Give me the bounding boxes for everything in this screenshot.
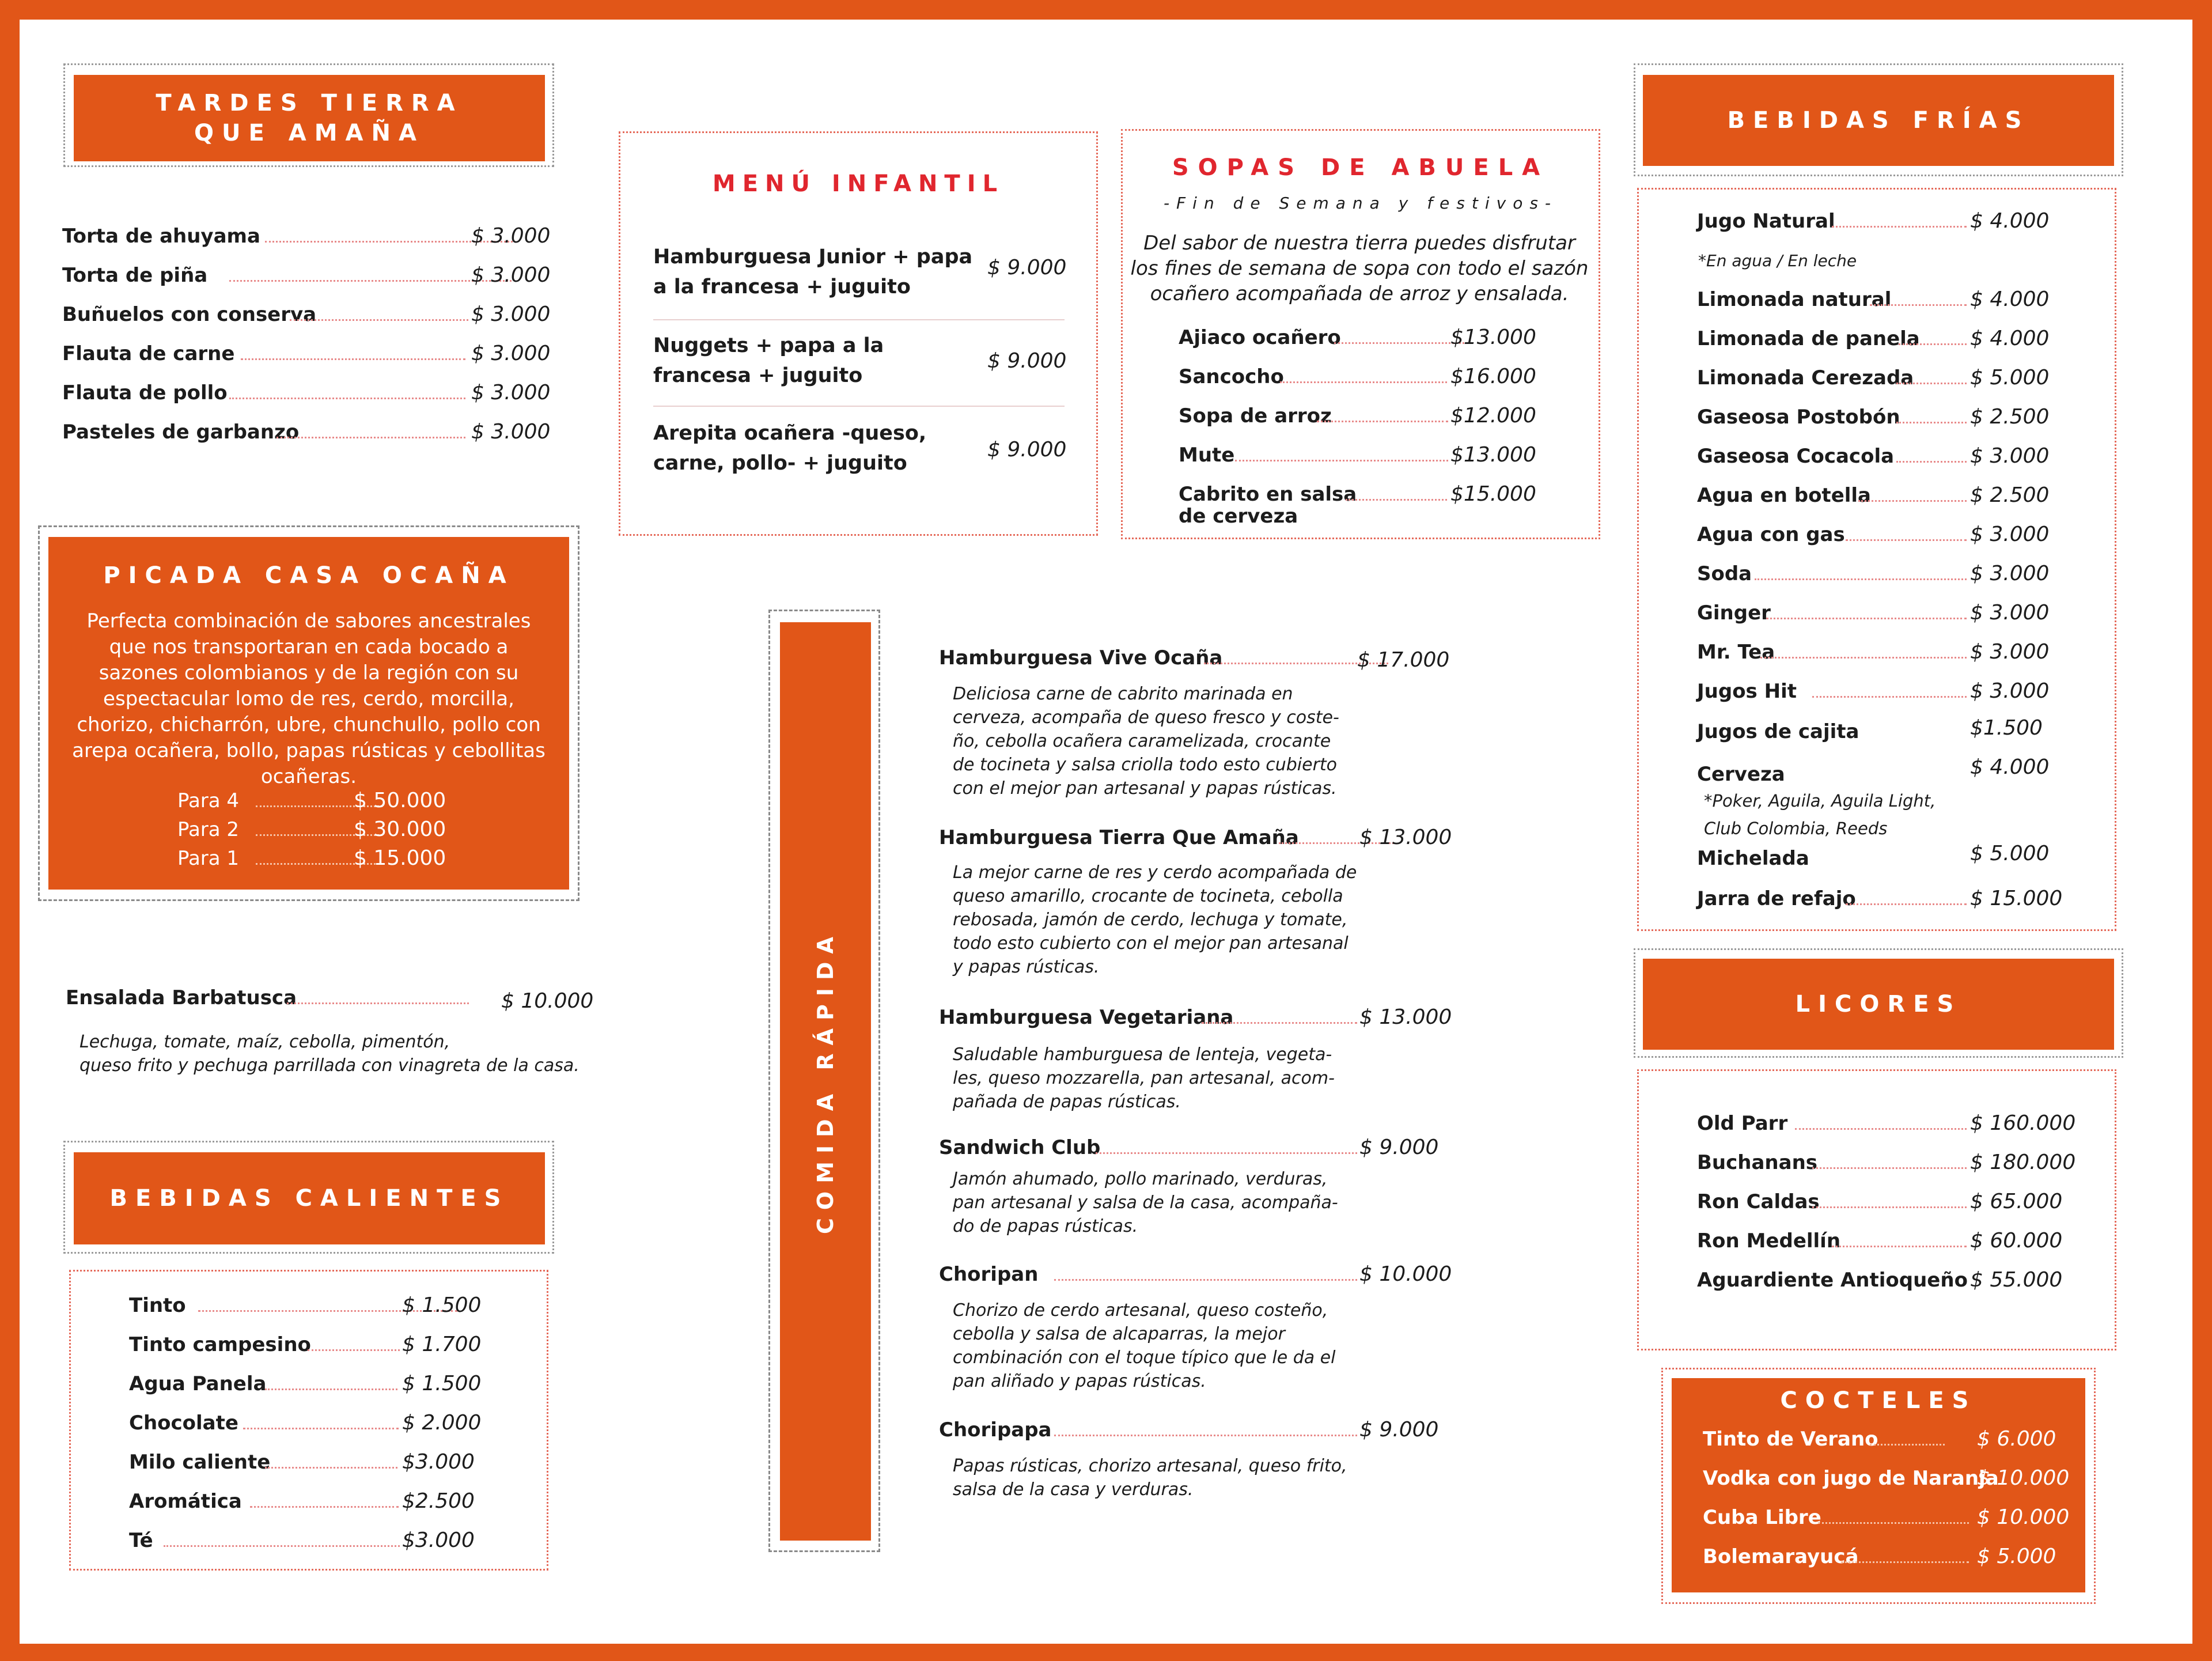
item-price: $ 55.000 bbox=[1970, 1268, 2063, 1292]
menu-item-header bbox=[939, 1135, 1457, 1170]
item-price: $ 10.000 bbox=[1359, 1262, 1452, 1286]
item-price: $ 65.000 bbox=[1970, 1190, 2063, 1213]
item-price: $ 2.000 bbox=[402, 1411, 482, 1435]
item-price: $ 3.000 bbox=[471, 302, 551, 326]
item-name: Limonada natural bbox=[1697, 288, 1892, 311]
leader-dots bbox=[229, 280, 512, 282]
item-name-line2: a la francesa + juguito bbox=[653, 275, 911, 298]
item-price: $15.000 bbox=[1450, 482, 1536, 506]
item-description bbox=[953, 1043, 1335, 1114]
item-price: $ 2.500 bbox=[1970, 405, 2050, 429]
leader-dots bbox=[287, 1002, 469, 1004]
infantil-item bbox=[653, 418, 1080, 493]
item-price: $ 5.000 bbox=[1970, 842, 2050, 865]
menu-item bbox=[129, 1293, 532, 1327]
item-name: Limonada Cerezada bbox=[1697, 366, 1914, 389]
item-price: $ 5.000 bbox=[1970, 366, 2050, 389]
leader-dots bbox=[1896, 422, 1967, 423]
item-price: $ 160.000 bbox=[1970, 1111, 2076, 1135]
item-name: Pasteles de garbanzo bbox=[62, 421, 300, 444]
infantil-item bbox=[653, 331, 1080, 406]
menu-item bbox=[62, 224, 563, 258]
leader-dots bbox=[1812, 1206, 1967, 1208]
picada-title: PICADA CASA OCAÑA bbox=[103, 562, 514, 589]
leader-dots bbox=[1896, 461, 1967, 463]
leader-dots bbox=[1096, 1152, 1357, 1154]
item-name: Ginger bbox=[1697, 601, 1771, 625]
item-name: Choripan bbox=[939, 1263, 1039, 1286]
item-name: Sopa de arroz bbox=[1179, 404, 1332, 427]
menu-item bbox=[1697, 209, 2100, 243]
item-description bbox=[953, 1167, 1338, 1238]
item-note: Club Colombia, Reeds bbox=[1704, 819, 1888, 838]
item-name: Gaseosa Cocacola bbox=[1697, 445, 1895, 468]
item-price: $1.500 bbox=[1970, 716, 2043, 740]
desc-line: Chorizo de cerdo artesanal, queso costeño, bbox=[953, 1300, 1328, 1321]
leader-dots bbox=[1818, 1522, 1969, 1524]
leader-dots bbox=[1846, 539, 1967, 541]
desc-line: La mejor carne de res y cerdo acompañada de bbox=[953, 862, 1357, 883]
item-price: $ 3.000 bbox=[1970, 601, 2050, 625]
menu-item bbox=[1697, 640, 2100, 674]
menu-item bbox=[62, 263, 563, 297]
desc-line: cebolla y salsa de alcaparras, la mejor bbox=[953, 1324, 1285, 1344]
leader-dots bbox=[1334, 342, 1464, 344]
option-name: Para 1 bbox=[177, 847, 240, 870]
menu-item bbox=[1697, 287, 2100, 321]
leader-dots bbox=[1766, 618, 1967, 619]
menu-item bbox=[1697, 326, 2100, 361]
cocteles-title: COCTELES bbox=[1780, 1387, 1977, 1414]
item-name: Bolemarayucá bbox=[1703, 1545, 1859, 1568]
leader-dots bbox=[229, 398, 465, 399]
item-name: Flauta de pollo bbox=[62, 381, 228, 404]
menu-item bbox=[129, 1410, 532, 1445]
item-price: $3.000 bbox=[402, 1528, 475, 1552]
menu-item bbox=[1703, 1505, 2083, 1539]
item-name: Hamburguesa Vive Ocaña bbox=[939, 646, 1223, 669]
sopas-description bbox=[1129, 230, 1590, 307]
item-price: $ 9.000 bbox=[987, 438, 1067, 461]
desc-line: Deliciosa carne de cabrito marinada en bbox=[953, 684, 1293, 704]
item-name: Torta de piña bbox=[62, 264, 208, 287]
menu-item bbox=[1703, 1466, 2083, 1500]
item-price: $ 3.000 bbox=[471, 224, 551, 248]
leader-dots bbox=[1896, 383, 1967, 384]
menu-item-header bbox=[939, 1005, 1457, 1039]
desc-line: Jamón ahumado, pollo marinado, verduras, bbox=[953, 1169, 1328, 1189]
menu-item bbox=[1697, 716, 2100, 754]
desc-line: salsa de la casa y verduras. bbox=[953, 1480, 1194, 1500]
menu-item bbox=[1697, 483, 2100, 517]
sopas-subtitle: -Fin de Semana y festivos- bbox=[1163, 194, 1558, 213]
ensalada-description-line2: queso frito y pechuga parrillada con vinagreta de la casa. bbox=[79, 1055, 579, 1076]
item-price: $ 10.000 bbox=[501, 989, 594, 1013]
item-price: $13.000 bbox=[1450, 443, 1536, 467]
leader-dots bbox=[1795, 1128, 1967, 1130]
desc-line: pañada de papas rústicas. bbox=[953, 1092, 1181, 1112]
desc-line: Papas rústicas, chorizo artesanal, queso frito, bbox=[953, 1456, 1347, 1476]
ensalada-item bbox=[66, 985, 596, 1083]
menu-item-header bbox=[939, 645, 1457, 680]
menu-item bbox=[1697, 444, 2100, 478]
leader-dots bbox=[1870, 1444, 1945, 1446]
leader-dots bbox=[265, 1388, 397, 1390]
item-name: Hamburguesa Vegetariana bbox=[939, 1006, 1234, 1029]
item-price: $3.000 bbox=[402, 1450, 475, 1474]
item-name: Buchanans bbox=[1697, 1151, 1818, 1174]
leader-dots bbox=[1280, 381, 1447, 383]
leader-dots bbox=[1870, 304, 1967, 306]
item-price: $ 13.000 bbox=[1359, 1005, 1452, 1029]
item-note: *Poker, Aguila, Aguila Light, bbox=[1704, 791, 1936, 811]
item-name: Old Parr bbox=[1697, 1112, 1788, 1135]
leader-dots bbox=[1841, 1561, 1969, 1563]
item-price: $ 4.000 bbox=[1970, 755, 2050, 779]
item-price: $ 13.000 bbox=[1359, 826, 1452, 849]
item-price: $2.500 bbox=[402, 1489, 475, 1513]
item-price: $ 1.700 bbox=[402, 1333, 482, 1356]
item-price: $ 3.000 bbox=[471, 420, 551, 444]
tardes-title-line2: QUE AMAÑA bbox=[194, 120, 425, 146]
menu-item bbox=[1179, 364, 1582, 399]
licores-list bbox=[1697, 1111, 2100, 1318]
menu-item-header bbox=[939, 1262, 1457, 1296]
infantil-list bbox=[653, 242, 1080, 513]
leader-dots bbox=[1202, 1022, 1357, 1024]
leader-dots bbox=[241, 358, 465, 360]
item-name: Choripapa bbox=[939, 1418, 1052, 1441]
menu-item-header bbox=[939, 825, 1457, 860]
cocteles-panel bbox=[1672, 1378, 2085, 1592]
leader-dots bbox=[1235, 460, 1448, 461]
item-price: $ 4.000 bbox=[1970, 287, 2050, 311]
item-name: Tinto bbox=[129, 1294, 186, 1317]
item-name: Agua Panela bbox=[129, 1372, 267, 1395]
item-price: $ 60.000 bbox=[1970, 1229, 2063, 1253]
menu-item bbox=[1179, 325, 1582, 360]
item-price: $ 17.000 bbox=[1357, 648, 1450, 672]
item-name-line2: carne, pollo- + juguito bbox=[653, 452, 907, 475]
item-name: Soda bbox=[1697, 562, 1752, 585]
item-price: $ 3.000 bbox=[1970, 640, 2050, 664]
item-name: Ensalada Barbatusca bbox=[66, 986, 297, 1009]
item-price: $ 4.000 bbox=[1970, 327, 2050, 350]
tardes-list bbox=[62, 224, 563, 454]
item-price: $ 9.000 bbox=[1359, 1136, 1439, 1159]
sopas-description-line: los fines de semana de sopa con todo el sazón bbox=[1130, 257, 1589, 280]
item-name: Hamburguesa Tierra Que Amaña bbox=[939, 826, 1299, 849]
menu-item bbox=[129, 1371, 532, 1406]
comida-list bbox=[939, 645, 1457, 1533]
menu-item bbox=[62, 419, 563, 454]
menu-item bbox=[1697, 404, 2100, 439]
comida-title: COMIDA RÁPIDA bbox=[813, 929, 838, 1234]
item-price: $ 6.000 bbox=[1977, 1427, 2056, 1451]
menu-item bbox=[1697, 842, 2100, 880]
cocteles-list bbox=[1703, 1427, 2083, 1588]
leader-dots bbox=[1812, 1167, 1967, 1169]
picada-description: Perfecta combinación de sabores ancestrales que nos transportaran en cada bocado a sazones colombianos y de la región con su espectacular lomo de res, cerdo, morcilla, chorizo, chicharrón, ubre, chunchullo, pollo con arepa ocañera, bollo, papas rústicas y cebollitas ocañeras. bbox=[72, 610, 546, 788]
menu-item bbox=[1697, 561, 2100, 596]
sopas-title: SOPAS DE ABUELA bbox=[1172, 154, 1550, 181]
desc-line: do de papas rústicas. bbox=[953, 1216, 1138, 1236]
leader-dots bbox=[1317, 421, 1448, 422]
licores-title-banner: LICORES bbox=[1643, 959, 2114, 1050]
item-description bbox=[953, 1299, 1335, 1393]
leader-dots bbox=[276, 437, 465, 438]
item-name: Vodka con jugo de Naranja bbox=[1703, 1467, 1999, 1490]
option-name: Para 4 bbox=[177, 789, 240, 812]
sopas-description-line: Del sabor de nuestra tierra puedes disfrutar bbox=[1143, 232, 1575, 255]
item-price: $16.000 bbox=[1450, 365, 1536, 388]
menu-item bbox=[66, 985, 596, 1020]
leader-dots bbox=[1899, 343, 1967, 345]
menu-item bbox=[1703, 1427, 2083, 1461]
menu-item bbox=[1179, 442, 1582, 477]
desc-line: les, queso mozzarella, pan artesanal, acom- bbox=[953, 1068, 1335, 1088]
option-price: $ 15.000 bbox=[354, 846, 446, 870]
leader-dots bbox=[1846, 903, 1967, 905]
menu-item bbox=[1179, 482, 1582, 534]
leader-dots bbox=[243, 1428, 399, 1429]
desc-line: pan aliñado y papas rústicas. bbox=[953, 1371, 1206, 1391]
menu-item bbox=[1697, 600, 2100, 635]
menu-item bbox=[1697, 522, 2100, 557]
item-description bbox=[953, 861, 1357, 979]
item-name: Mr. Tea bbox=[1697, 641, 1775, 664]
item-name: Ron Caldas bbox=[1697, 1190, 1820, 1213]
picada-panel bbox=[48, 537, 569, 890]
item-price: $ 3.000 bbox=[1970, 562, 2050, 585]
item-name: Cabrito en salsa bbox=[1179, 483, 1357, 506]
leader-dots bbox=[308, 1349, 400, 1351]
menu-item bbox=[62, 341, 563, 376]
item-name: Michelada bbox=[1697, 847, 1809, 870]
desc-line: y papas rústicas. bbox=[953, 957, 1100, 977]
infantil-item bbox=[653, 242, 1080, 317]
item-price: $13.000 bbox=[1450, 326, 1536, 349]
desc-line: de tocineta y salsa criolla todo esto cubierto bbox=[953, 755, 1338, 775]
item-name: Torta de ahuyama bbox=[62, 225, 260, 248]
item-note: *En agua / En leche bbox=[1698, 251, 1857, 270]
item-name: Flauta de carne bbox=[62, 342, 235, 365]
item-price: $ 15.000 bbox=[1970, 887, 2063, 910]
item-name-line1: Hamburguesa Junior + papa bbox=[653, 245, 973, 268]
item-price: $12.000 bbox=[1450, 404, 1536, 427]
comida-vertical-banner bbox=[780, 622, 871, 1541]
desc-line: cerveza, acompaña de queso fresco y coste- bbox=[953, 707, 1339, 728]
item-name: Tinto campesino bbox=[129, 1333, 311, 1356]
desc-line: todo esto cubierto con el mejor pan artesanal bbox=[953, 933, 1349, 954]
item-price: $ 180.000 bbox=[1970, 1151, 2076, 1174]
desc-line: ño, cebolla ocañera caramelizada, crocante bbox=[953, 731, 1331, 751]
menu-item bbox=[62, 302, 563, 336]
leader-dots bbox=[1858, 500, 1967, 502]
item-name-line1: Arepita ocañera -queso, bbox=[653, 422, 927, 445]
menu-item bbox=[129, 1489, 532, 1523]
item-name: Milo caliente bbox=[129, 1451, 271, 1474]
menu-item bbox=[1697, 1189, 2100, 1224]
option-price: $ 30.000 bbox=[354, 818, 446, 841]
item-name: Cerveza bbox=[1697, 763, 1785, 786]
sopas-description-line: ocañero acompañada de arroz y ensalada. bbox=[1150, 282, 1569, 305]
item-name: Tinto de Verano bbox=[1703, 1428, 1878, 1451]
sopas-list bbox=[1179, 325, 1582, 532]
tardes-title-line1: TARDES TIERRA bbox=[156, 90, 463, 116]
menu-item bbox=[1697, 1267, 2100, 1302]
desc-line: con el mejor pan artesanal y papas rústicas. bbox=[953, 778, 1337, 799]
item-price: $ 2.500 bbox=[1970, 483, 2050, 507]
desc-line: Saludable hamburguesa de lenteja, vegeta- bbox=[953, 1045, 1332, 1065]
menu-item bbox=[1697, 1111, 2100, 1145]
menu-item bbox=[129, 1332, 532, 1367]
leader-dots bbox=[1054, 1279, 1357, 1281]
leader-dots bbox=[1760, 657, 1967, 659]
tardes-title-banner bbox=[74, 75, 545, 161]
item-price: $ 9.000 bbox=[987, 256, 1067, 279]
leader-dots bbox=[250, 1506, 399, 1508]
desc-line: combinación con el toque típico que le da el bbox=[953, 1348, 1336, 1368]
menu-item bbox=[62, 380, 563, 415]
item-price: $ 3.000 bbox=[471, 381, 551, 404]
item-name: Ajiaco ocañero bbox=[1179, 326, 1341, 349]
leader-dots bbox=[1054, 1435, 1357, 1436]
leader-dots bbox=[1755, 578, 1967, 580]
item-name-line1: Nuggets + papa a la bbox=[653, 334, 884, 357]
option-price: $ 50.000 bbox=[354, 789, 446, 812]
item-price: $ 10.000 bbox=[1977, 1466, 2070, 1490]
frias-title-banner: BEBIDAS FRÍAS bbox=[1643, 75, 2114, 166]
item-price: $ 3.000 bbox=[1970, 679, 2050, 703]
item-description bbox=[953, 682, 1339, 800]
item-name: Té bbox=[129, 1529, 153, 1552]
item-price: $ 9.000 bbox=[1359, 1418, 1439, 1441]
leader-dots bbox=[164, 1545, 400, 1547]
menu-item bbox=[1703, 1544, 2083, 1579]
leader-dots bbox=[1832, 226, 1967, 228]
calientes-title-banner: BEBIDAS CALIENTES bbox=[74, 1152, 545, 1244]
menu-item bbox=[1697, 1150, 2100, 1185]
item-price: $ 1.500 bbox=[402, 1372, 482, 1395]
item-name: Agua con gas bbox=[1697, 523, 1845, 546]
menu-item bbox=[1179, 403, 1582, 438]
item-name: Jugos de cajita bbox=[1697, 720, 1859, 743]
infantil-title: MENÚ INFANTIL bbox=[712, 171, 1005, 197]
item-name-line2: de cerveza bbox=[1179, 505, 1298, 528]
item-name: Chocolate bbox=[129, 1412, 238, 1435]
menu-item bbox=[1697, 365, 2100, 400]
leader-dots bbox=[1812, 696, 1967, 698]
frias-list bbox=[1697, 209, 2100, 923]
item-price: $ 3.000 bbox=[1970, 523, 2050, 546]
separator bbox=[653, 319, 1065, 320]
item-price: $ 3.000 bbox=[471, 342, 551, 365]
item-name: Limonada de panela bbox=[1697, 327, 1920, 350]
item-name: Jugo Natural bbox=[1697, 210, 1835, 233]
item-name: Mute bbox=[1179, 444, 1235, 467]
item-name: Ron Medellín bbox=[1697, 1229, 1841, 1253]
item-name: Aromática bbox=[129, 1490, 242, 1513]
menu-item bbox=[1697, 1228, 2100, 1263]
item-price: $ 3.000 bbox=[471, 263, 551, 287]
item-price: $ 1.500 bbox=[402, 1293, 482, 1317]
desc-line: pan artesanal y salsa de la casa, acompaña- bbox=[953, 1193, 1338, 1213]
item-name: Agua en botella bbox=[1697, 484, 1871, 507]
item-name: Jarra de refajo bbox=[1697, 887, 1856, 910]
item-name: Sancocho bbox=[1179, 365, 1284, 388]
item-name: Cuba Libre bbox=[1703, 1506, 1821, 1529]
leader-dots bbox=[1346, 499, 1447, 501]
item-name-line2: francesa + juguito bbox=[653, 364, 863, 387]
menu-item bbox=[1697, 886, 2100, 921]
item-price: $ 10.000 bbox=[1977, 1505, 2070, 1529]
leader-dots bbox=[1832, 1246, 1967, 1247]
menu-item-header bbox=[939, 1417, 1457, 1452]
item-name: Gaseosa Postobón bbox=[1697, 406, 1900, 429]
item-price: $ 4.000 bbox=[1970, 209, 2050, 233]
item-price: $ 9.000 bbox=[987, 349, 1067, 373]
item-name: Buñuelos con conserva bbox=[62, 303, 317, 326]
menu-item bbox=[1697, 679, 2100, 713]
leader-dots bbox=[265, 1467, 397, 1469]
leader-dots bbox=[290, 319, 468, 321]
item-description bbox=[953, 1454, 1347, 1501]
menu-item bbox=[129, 1450, 532, 1484]
option-name: Para 2 bbox=[177, 818, 240, 841]
menu-item bbox=[129, 1528, 532, 1562]
calientes-list bbox=[129, 1293, 532, 1558]
picada-option bbox=[48, 846, 569, 880]
ensalada-description-line1: Lechuga, tomate, maíz, cebolla, pimentón, bbox=[79, 1032, 450, 1052]
item-name: Aguardiente Antioqueño bbox=[1697, 1269, 1968, 1292]
separator bbox=[653, 406, 1065, 407]
item-price: $ 5.000 bbox=[1977, 1545, 2056, 1568]
item-name: Jugos Hit bbox=[1697, 680, 1797, 703]
item-price: $ 3.000 bbox=[1970, 444, 2050, 468]
desc-line: rebosada, jamón de cerdo, lechuga y tomate, bbox=[953, 910, 1348, 930]
item-name: Sandwich Club bbox=[939, 1136, 1101, 1159]
desc-line: queso amarillo, crocante de tocineta, cebolla bbox=[953, 886, 1343, 906]
